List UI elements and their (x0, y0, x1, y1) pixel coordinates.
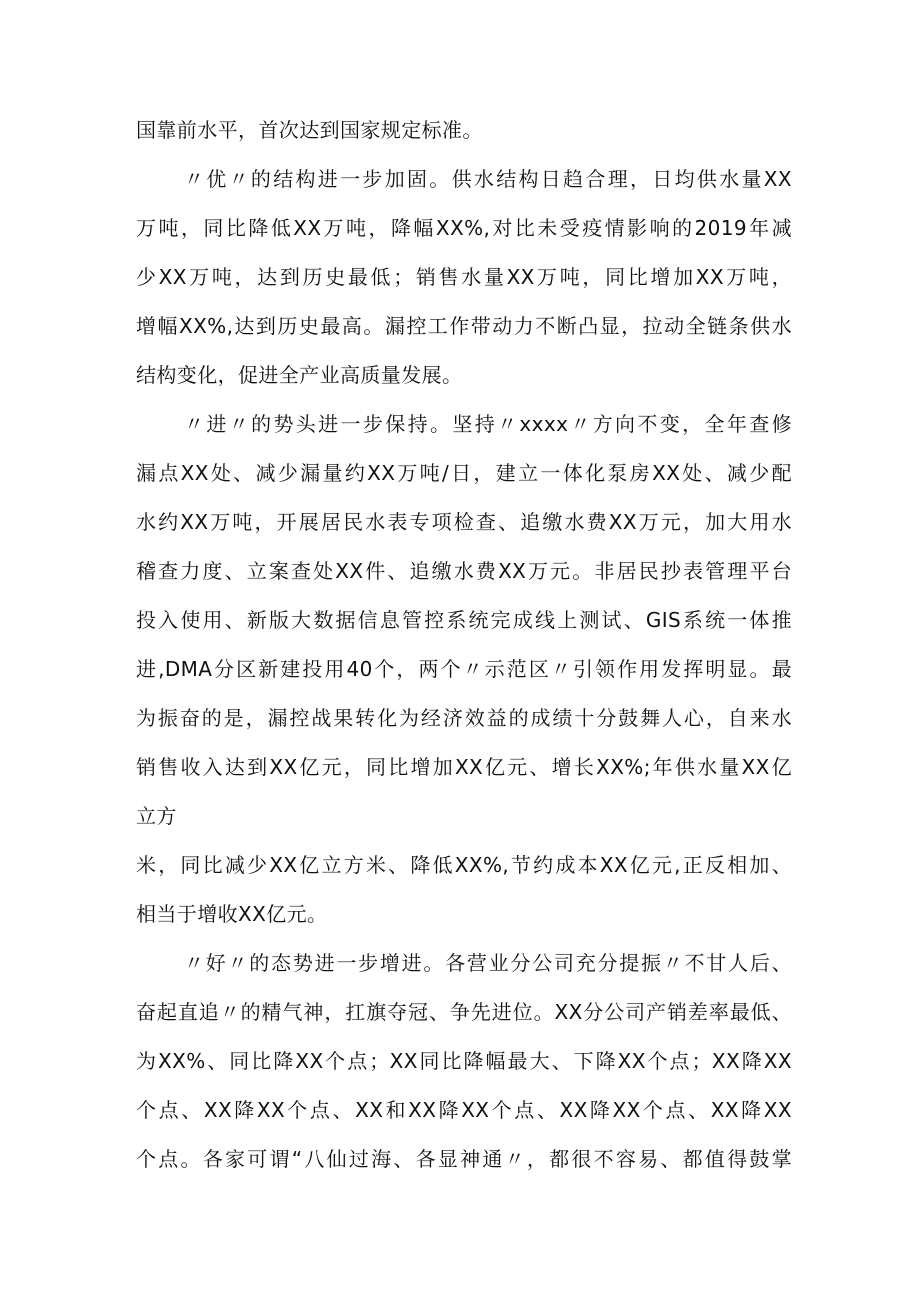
text-line: 少XX万吨，达到历史最低；销售水量XX万吨，同比增加XX万吨， (136, 265, 792, 289)
paragraph-start-line: 〃优〃的结构进一步加固。供水结构日趋合理，日均供水量XX (184, 167, 792, 191)
text-line: 结构变化，促进全产业高质量发展。 (136, 363, 463, 387)
text-line: 水约XX万吨，开展居民水表专项检查、追缴水费XX万元，加大用水 (136, 510, 792, 534)
text-line: 为振奋的是，漏控战果转化为经济效益的成绩十分鼓舞人心，自来水 (136, 706, 792, 730)
text-line: 奋起直追〃的精气神，扛旗夺冠、争先进位。XX分公司产销差率最低、 (136, 1000, 792, 1024)
text-line: 漏点XX处、减少漏量约XX万吨/日，建立一体化泵房XX处、减少配 (136, 461, 792, 485)
text-line: 个点。各家可谓“八仙过海、各显神通〃，都很不容易、都值得鼓掌 (136, 1147, 792, 1171)
text-line: 米，同比减少XX亿立方米、降低XX%,节约成本XX亿元,正反相加、 (136, 853, 792, 877)
text-line: 国靠前水平，首次达到国家规定标准。 (136, 118, 483, 142)
paragraph-start-line: 〃进〃的势头进一步保持。坚持〃xxxx〃方向不变，全年查修 (184, 412, 792, 436)
text-line: 立方 (136, 804, 177, 828)
text-line: 万吨，同比降低XX万吨，降幅XX%,对比未受疫情影响的2019年减 (136, 216, 792, 240)
text-line: 投入使用、新版大数据信息管控系统完成线上测试、GIS系统一体推 (136, 608, 792, 632)
text-line: 个点、XX降XX个点、XX和XX降XX个点、XX降XX个点、XX降XX (136, 1098, 792, 1122)
text-line: 为XX%、同比降XX个点；XX同比降幅最大、下降XX个点；XX降XX (136, 1049, 792, 1073)
text-line: 稽查力度、立案查处XX件、追缴水费XX万元。非居民抄表管理平台 (136, 559, 792, 583)
paragraph-start-line: 〃好〃的态势进一步增进。各营业分公司充分提振〃不甘人后、 (184, 951, 792, 975)
text-line: 增幅XX%,达到历史最高。漏控工作带动力不断凸显，拉动全链条供水 (136, 314, 792, 338)
text-line: 相当于增收XX亿元。 (136, 902, 328, 926)
text-line: 销售收入达到XX亿元，同比增加XX亿元、增长XX%;年供水量XX亿 (136, 755, 792, 779)
text-line: 进,DMA分区新建投用40个，两个〃示范区〃引领作用发挥明显。最 (136, 657, 792, 681)
